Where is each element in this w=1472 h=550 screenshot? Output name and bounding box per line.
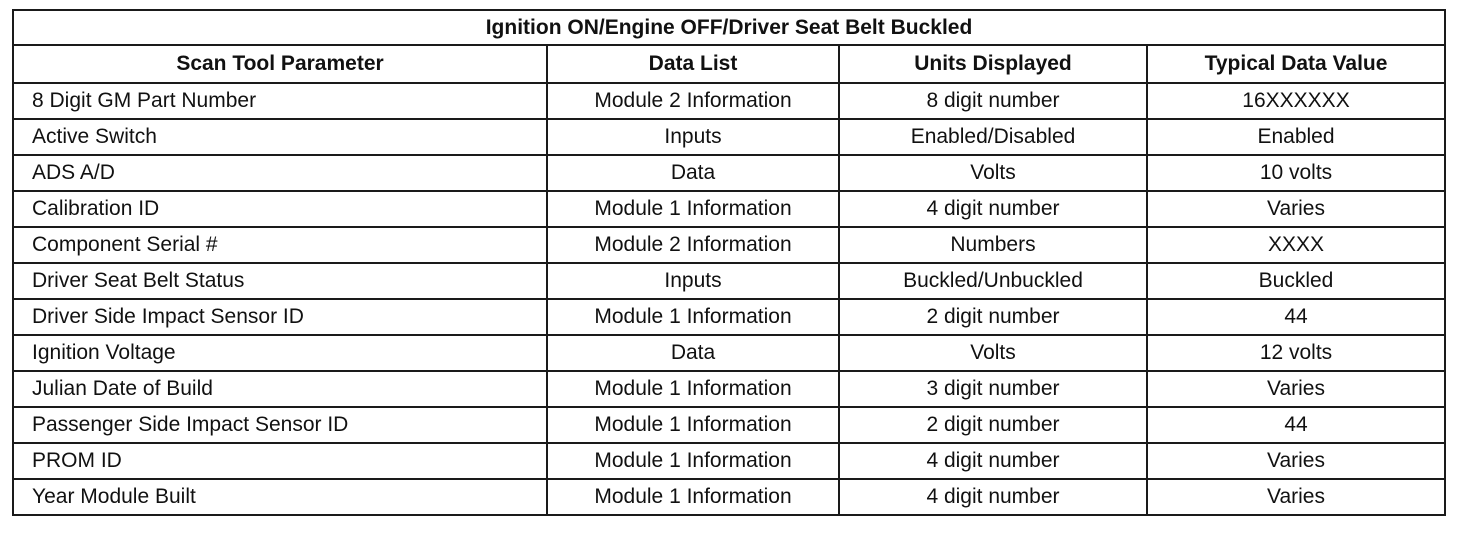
table-row [13, 407, 1445, 443]
cell-data-list: Module 1 Information [547, 191, 839, 227]
header-scan-tool-parameter: Scan Tool Parameter [13, 45, 547, 83]
cell-parameter: Active Switch [13, 119, 547, 155]
table-row [13, 371, 1445, 407]
cell-data-list: Data [547, 155, 839, 191]
cell-units: 3 digit number [839, 371, 1147, 407]
table-row [13, 479, 1445, 515]
cell-typical-value: Varies [1147, 371, 1445, 407]
cell-units: 2 digit number [839, 407, 1147, 443]
cell-units: 4 digit number [839, 191, 1147, 227]
cell-parameter: Driver Seat Belt Status [13, 263, 547, 299]
header-typical-data-value: Typical Data Value [1147, 45, 1445, 83]
cell-data-list: Module 1 Information [547, 443, 839, 479]
cell-typical-value: 16XXXXXX [1147, 83, 1445, 119]
cell-typical-value: 10 volts [1147, 155, 1445, 191]
cell-units: Enabled/Disabled [839, 119, 1147, 155]
cell-typical-value: 44 [1147, 407, 1445, 443]
cell-units: Volts [839, 155, 1147, 191]
cell-parameter: Ignition Voltage [13, 335, 547, 371]
cell-typical-value: 12 volts [1147, 335, 1445, 371]
cell-parameter: Component Serial # [13, 227, 547, 263]
header-units-displayed: Units Displayed [839, 45, 1147, 83]
cell-parameter: 8 Digit GM Part Number [13, 83, 547, 119]
cell-parameter: PROM ID [13, 443, 547, 479]
table-row [13, 191, 1445, 227]
cell-data-list: Module 1 Information [547, 299, 839, 335]
table-row [13, 119, 1445, 155]
cell-typical-value: Enabled [1147, 119, 1445, 155]
table-row [13, 83, 1445, 119]
cell-typical-value: Varies [1147, 479, 1445, 515]
cell-parameter: Calibration ID [13, 191, 547, 227]
cell-typical-value: Buckled [1147, 263, 1445, 299]
table-row [13, 155, 1445, 191]
cell-typical-value: XXXX [1147, 227, 1445, 263]
table-title: Ignition ON/Engine OFF/Driver Seat Belt Buckled [13, 10, 1445, 45]
cell-units: Volts [839, 335, 1147, 371]
cell-data-list: Module 1 Information [547, 407, 839, 443]
cell-data-list: Module 1 Information [547, 371, 839, 407]
cell-parameter: Year Module Built [13, 479, 547, 515]
cell-parameter: ADS A/D [13, 155, 547, 191]
cell-units: 8 digit number [839, 83, 1147, 119]
cell-data-list: Module 1 Information [547, 479, 839, 515]
table-row [13, 299, 1445, 335]
cell-data-list: Inputs [547, 263, 839, 299]
cell-parameter: Passenger Side Impact Sensor ID [13, 407, 547, 443]
table-row [13, 227, 1445, 263]
cell-data-list: Inputs [547, 119, 839, 155]
table-row [13, 443, 1445, 479]
cell-typical-value: 44 [1147, 299, 1445, 335]
table-header-row [13, 45, 1445, 83]
table-row [13, 263, 1445, 299]
cell-units: Buckled/Unbuckled [839, 263, 1147, 299]
cell-units: 4 digit number [839, 479, 1147, 515]
cell-data-list: Module 2 Information [547, 227, 839, 263]
cell-typical-value: Varies [1147, 443, 1445, 479]
cell-units: Numbers [839, 227, 1147, 263]
header-data-list: Data List [547, 45, 839, 83]
cell-data-list: Module 2 Information [547, 83, 839, 119]
cell-units: 2 digit number [839, 299, 1147, 335]
table-row [13, 335, 1445, 371]
scan-tool-data-table [12, 9, 1446, 516]
table-title-row [13, 10, 1445, 45]
cell-data-list: Data [547, 335, 839, 371]
cell-units: 4 digit number [839, 443, 1147, 479]
cell-parameter: Driver Side Impact Sensor ID [13, 299, 547, 335]
cell-typical-value: Varies [1147, 191, 1445, 227]
cell-parameter: Julian Date of Build [13, 371, 547, 407]
